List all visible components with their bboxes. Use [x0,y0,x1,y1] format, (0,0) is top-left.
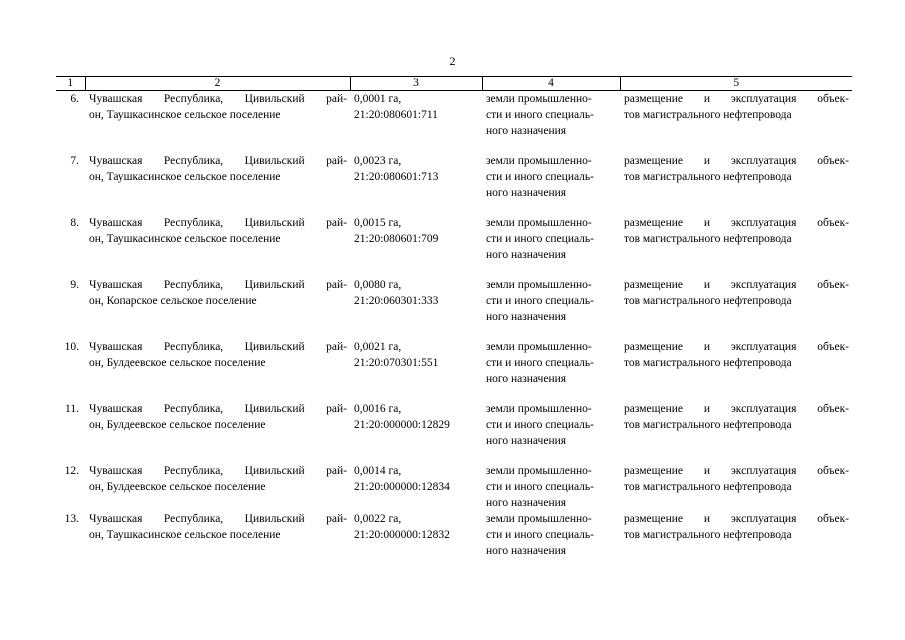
land-category-cell [482,153,620,215]
purpose-cell [620,91,852,154]
location-line-1: Чувашская Республика, Цивильский рай- [89,341,347,353]
row-number: 7. [70,155,79,167]
location-line-1: Чувашская Республика, Цивильский рай- [89,403,347,415]
category-line-2: сти и иного специаль- [486,419,594,431]
area-value: 0,0021 га, [354,341,402,353]
row-number: 12. [64,465,79,477]
category-line-3: ного назначения [486,249,567,261]
location-line-2: он, Таушкасинское сельское поселение [89,233,281,245]
area-cell [350,511,482,573]
location-cell [85,91,350,154]
cadastral-number: 21:20:080601:713 [354,171,439,183]
area-value: 0,0016 га, [354,403,402,415]
category-line-1: земли промышленно- [486,155,592,167]
category-line-2: сти и иного специаль- [486,233,594,245]
location-cell [85,153,350,215]
table-header [56,77,852,91]
purpose-cell [620,511,852,573]
table-row [56,91,852,154]
land-category-cell [482,339,620,401]
land-category-cell [482,91,620,154]
location-line-2: он, Таушкасинское сельское поселение [89,171,281,183]
table-row [56,463,852,511]
cadastral-number: 21:20:060301:333 [354,295,439,307]
row-number: 9. [70,279,79,291]
purpose-line-1: размещение и эксплуатация объек- [624,341,849,353]
location-cell [85,277,350,339]
table-row [56,215,852,277]
category-line-2: сти и иного специаль- [486,357,594,369]
category-line-3: ного назначения [486,187,567,199]
category-line-1: земли промышленно- [486,217,592,229]
table-body [56,91,852,574]
category-line-2: сти и иного специаль- [486,481,594,493]
purpose-line-1: размещение и эксплуатация объек- [624,403,849,415]
page-number: 2 [449,54,456,68]
area-cell [350,153,482,215]
area-cell [350,277,482,339]
land-category-cell [482,511,620,573]
location-line-2: он, Таушкасинское сельское поселение [89,109,281,121]
location-cell [85,339,350,401]
land-category-cell [482,463,620,511]
area-cell [350,91,482,154]
purpose-line-1: размещение и эксплуатация объек- [624,465,849,477]
land-category-cell [482,215,620,277]
purpose-line-2: тов магистрального нефтепровода [624,419,792,431]
category-line-1: земли промышленно- [486,403,592,415]
location-cell [85,215,350,277]
location-cell [85,511,350,573]
purpose-cell [620,277,852,339]
category-line-3: ного назначения [486,125,567,137]
area-value: 0,0080 га, [354,279,402,291]
purpose-cell [620,339,852,401]
purpose-line-2: тов магистрального нефтепровода [624,295,792,307]
cadastral-number: 21:20:080601:711 [354,109,438,121]
category-line-1: земли промышленно- [486,513,592,525]
cadastral-number: 21:20:080601:709 [354,233,439,245]
category-line-1: земли промышленно- [486,93,592,105]
land-category-cell [482,401,620,463]
table-row [56,401,852,463]
purpose-line-2: тов магистрального нефтепровода [624,171,792,183]
location-line-2: он, Булдеевское сельское поселение [89,419,266,431]
category-line-2: сти и иного специаль- [486,529,594,541]
area-cell [350,215,482,277]
location-line-1: Чувашская Республика, Цивильский рай- [89,513,347,525]
category-line-3: ного назначения [486,545,567,557]
purpose-line-2: тов магистрального нефтепровода [624,529,792,541]
purpose-line-1: размещение и эксплуатация объек- [624,513,849,525]
category-line-2: сти и иного специаль- [486,171,594,183]
purpose-line-2: тов магистрального нефтепровода [624,233,792,245]
area-cell [350,401,482,463]
purpose-line-1: размещение и эксплуатация объек- [624,155,849,167]
location-cell [85,463,350,511]
cadastral-number: 21:20:000000:12832 [354,529,450,541]
area-value: 0,0015 га, [354,217,402,229]
purpose-cell [620,215,852,277]
row-number: 6. [70,93,79,105]
location-cell [85,401,350,463]
purpose-line-1: размещение и эксплуатация объек- [624,217,849,229]
location-line-2: он, Копарское сельское поселение [89,295,257,307]
location-line-1: Чувашская Республика, Цивильский рай- [89,465,347,477]
location-line-1: Чувашская Республика, Цивильский рай- [89,155,347,167]
table-row [56,277,852,339]
row-number: 11. [65,403,79,415]
table-row [56,153,852,215]
land-plots-table [56,76,852,573]
category-line-3: ного назначения [486,373,567,385]
category-line-2: сти и иного специаль- [486,295,594,307]
cadastral-number: 21:20:000000:12834 [354,481,450,493]
purpose-line-2: тов магистрального нефтепровода [624,357,792,369]
table-row [56,511,852,573]
row-number: 13. [64,513,79,525]
purpose-cell [620,153,852,215]
area-value: 0,0001 га, [354,93,402,105]
area-value: 0,0023 га, [354,155,402,167]
column-header-5: 5 [620,77,852,91]
table-row [56,339,852,401]
area-value: 0,0022 га, [354,513,402,525]
purpose-line-2: тов магистрального нефтепровода [624,481,792,493]
category-line-1: земли промышленно- [486,279,592,291]
land-category-cell [482,277,620,339]
area-cell [350,463,482,511]
header-row [56,77,852,91]
column-header-4: 4 [482,77,620,91]
location-line-2: он, Булдеевское сельское поселение [89,357,266,369]
location-line-1: Чувашская Республика, Цивильский рай- [89,93,347,105]
area-cell [350,339,482,401]
category-line-3: ного назначения [486,497,567,509]
location-line-1: Чувашская Республика, Цивильский рай- [89,217,347,229]
column-header-2: 2 [85,77,350,91]
purpose-line-1: размещение и эксплуатация объек- [624,93,849,105]
category-line-3: ного назначения [486,311,567,323]
location-line-2: он, Таушкасинское сельское поселение [89,529,281,541]
column-header-3: 3 [350,77,482,91]
category-line-3: ного назначения [486,435,567,447]
category-line-2: сти и иного специаль- [486,109,594,121]
row-number: 10. [64,341,79,353]
purpose-line-2: тов магистрального нефтепровода [624,109,792,121]
purpose-cell [620,401,852,463]
category-line-1: земли промышленно- [486,341,592,353]
purpose-line-1: размещение и эксплуатация объек- [624,279,849,291]
purpose-cell [620,463,852,511]
row-number: 8. [70,217,79,229]
cadastral-number: 21:20:000000:12829 [354,419,450,431]
column-header-1: 1 [56,77,85,91]
cadastral-number: 21:20:070301:551 [354,357,439,369]
category-line-1: земли промышленно- [486,465,592,477]
area-value: 0,0014 га, [354,465,402,477]
location-line-2: он, Булдеевское сельское поселение [89,481,266,493]
location-line-1: Чувашская Республика, Цивильский рай- [89,279,347,291]
